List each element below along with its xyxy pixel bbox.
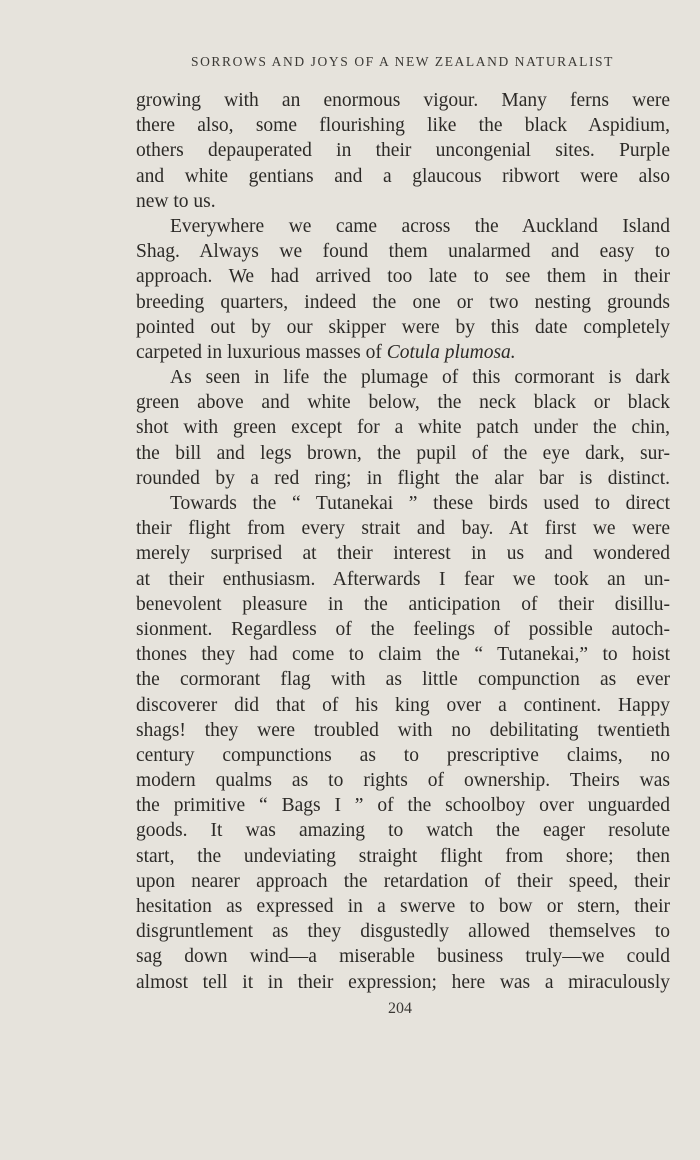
text-line: Everywhere we came across the Auckland Island: [170, 215, 670, 237]
text-line-roman: carpeted in luxurious masses of: [136, 341, 387, 363]
running-head: SORROWS AND JOYS OF A NEW ZEALAND NATURALIST: [190, 54, 615, 69]
text-line: upon nearer approach the retardation of their speed, their: [136, 870, 670, 892]
text-line: goods. It was amazing to watch the eager resolute: [136, 820, 670, 842]
text-line: benevolent pleasure in the anticipation of their disillu-: [136, 593, 670, 615]
body-text: [136, 88, 670, 995]
text-line: As seen in life the plumage of this cormorant is dark: [170, 367, 670, 389]
text-line: discoverer did that of his king over a continent. Happy: [136, 694, 670, 716]
text-line: new to us.: [136, 190, 216, 212]
text-line: pointed out by our skipper were by this date completely: [136, 316, 670, 338]
text-line: merely surprised at their interest in us and wondered: [136, 543, 670, 565]
text-line: hesitation as expressed in a swerve to bow or stern, their: [136, 896, 670, 917]
text-line: their flight from every strait and bay. At first we were: [136, 518, 670, 540]
page-number: 204: [388, 1000, 412, 1017]
text-line: at their enthusiasm. Afterwards I fear we took an un-: [136, 568, 670, 590]
text-line: the cormorant flag with as little compunction as ever: [136, 669, 670, 691]
text-line: almost tell it in their expression; here was a miraculously: [136, 971, 670, 993]
text-line: shot with green except for a white patch under the chin,: [136, 417, 670, 439]
species-name-italic: Cotula plumosa.: [386, 341, 516, 363]
text-line: growing with an enormous vigour. Many ferns were: [136, 90, 670, 111]
text-line: rounded by a red ring; in flight the alar bar is distinct.: [136, 467, 670, 489]
text-line: green above and white below, the neck black or black: [136, 392, 670, 414]
text-line: breeding quarters, indeed the one or two nesting grounds: [136, 291, 670, 313]
text-line: others depauperated in their uncongenial sites. Purple: [136, 140, 670, 162]
text-line: shags! they were troubled with no debilitating twentieth: [136, 719, 670, 741]
text-line: approach. We had arrived too late to see them in their: [136, 266, 670, 288]
text-line: disgruntlement as they disgustedly allowed themselves to: [136, 921, 670, 943]
text-line: thones they had come to claim the “ Tutanekai,” to hoist: [136, 644, 670, 666]
text-line: and white gentians and a glaucous ribwort were also: [136, 165, 670, 187]
text-line: modern qualms as to rights of ownership. Theirs was: [136, 770, 670, 792]
text-line: the primitive “ Bags I ” of the schoolboy over unguarded: [136, 795, 670, 817]
text-line: sag down wind—a miserable business truly—we could: [136, 946, 670, 968]
text-line: Shag. Always we found them unalarmed and easy to: [136, 241, 670, 263]
text-line: start, the undeviating straight flight from shore; then: [136, 845, 670, 867]
text-line: Towards the “ Tutanekai ” these birds used to direct: [170, 493, 670, 514]
text-line: there also, some flourishing like the black Aspidium,: [136, 115, 670, 137]
text-line: the bill and legs brown, the pupil of the eye dark, sur-: [136, 442, 670, 464]
text-line: sionment. Regardless of the feelings of possible autoch-: [136, 618, 670, 640]
text-line-with-italic: [136, 340, 670, 365]
text-line: century compunctions as to prescriptive claims, no: [136, 744, 670, 766]
